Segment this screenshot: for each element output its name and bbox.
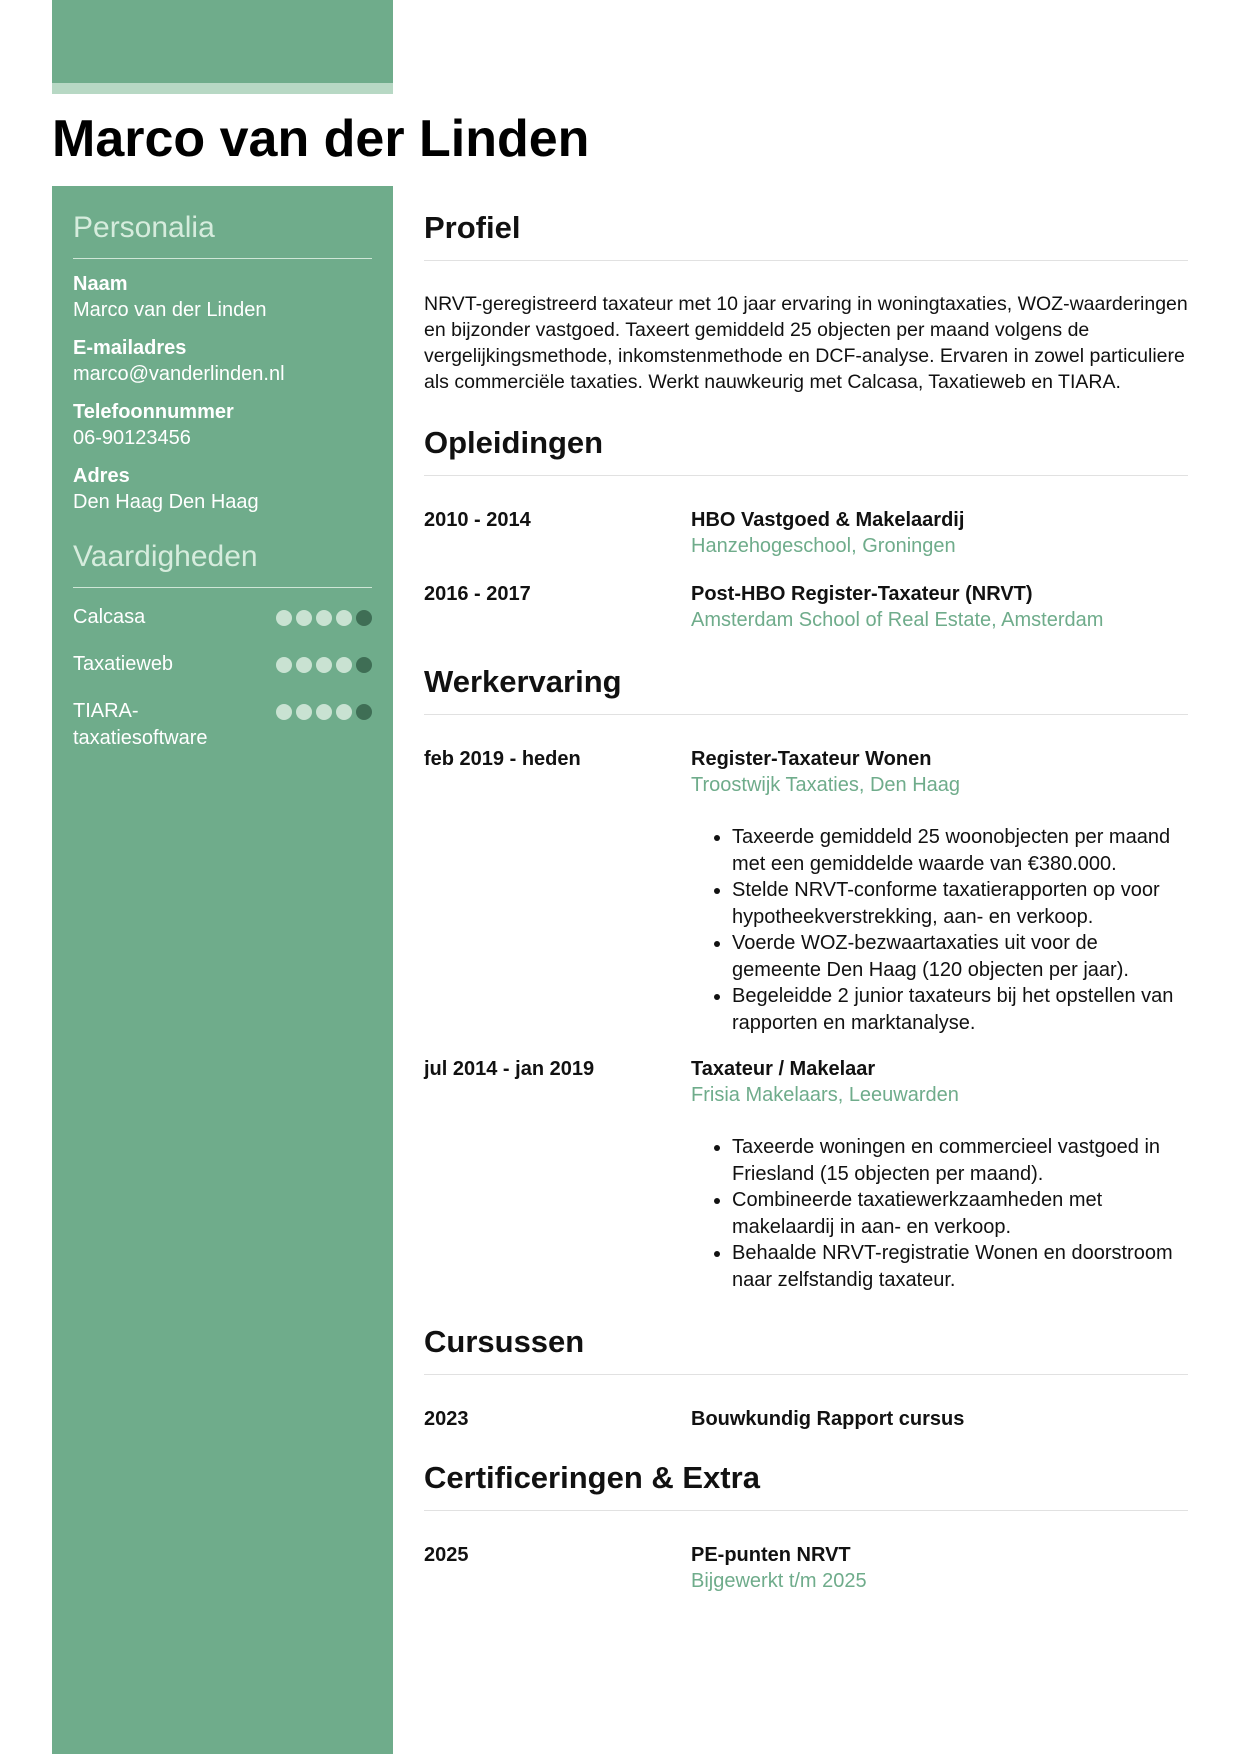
section-divider: [424, 475, 1188, 476]
bullet-item: • Begeleidde 2 junior taxateurs bij het opstellen van rapporten en marktanalyse.: [732, 983, 1188, 1036]
rating-dot-filled: [336, 657, 352, 673]
skill-name: TIARA-taxatiesoftware: [73, 700, 208, 749]
rating-dot-filled: [276, 610, 292, 626]
profile-section: [424, 186, 1188, 395]
skill-item: [73, 698, 372, 752]
rating-dot-filled: [336, 610, 352, 626]
personal-value: Marco van der Linden: [73, 299, 267, 321]
entry-title: Register-Taxateur Wonen: [691, 748, 932, 770]
personal-label: E-mailadres: [73, 337, 187, 359]
entry-title: Post-HBO Register-Taxateur (NRVT): [691, 583, 1033, 605]
section-divider: [424, 1510, 1188, 1511]
personalia-heading: Personalia: [73, 211, 215, 244]
rating-dot-empty: [356, 657, 372, 673]
certifications-heading: Certificeringen & Extra: [424, 1460, 760, 1495]
personal-item-naam: [73, 271, 372, 323]
skills-list: [73, 604, 372, 752]
bullet-item: • Behaalde NRVT-registratie Wonen en doorstroom naar zelfstandig taxateur.: [732, 1240, 1188, 1293]
personal-item-phone: [73, 399, 372, 451]
bullet-item: • Combineerde taxatiewerkzaamheden met makelaardij in aan- en verkoop.: [732, 1187, 1188, 1240]
entry-subtitle: Hanzehogeschool, Groningen: [691, 535, 956, 557]
rating-dot-filled: [316, 657, 332, 673]
experience-entry: [424, 746, 1188, 1036]
skills-divider: [73, 587, 372, 588]
education-entry: [424, 581, 1188, 633]
address-value: Den Haag Den Haag: [73, 491, 259, 513]
sidebar: [52, 186, 393, 1754]
entry-title: Taxateur / Makelaar: [691, 1058, 876, 1080]
bullet-list: [691, 1134, 1188, 1293]
courses-heading: Cursussen: [424, 1324, 585, 1359]
entry-title: PE-punten NRVT: [691, 1544, 851, 1566]
entry-date: feb 2019 - heden: [424, 748, 581, 770]
entry-subtitle: Troostwijk Taxaties, Den Haag: [691, 774, 961, 796]
entry-subtitle: Bijgewerkt t/m 2025: [691, 1570, 867, 1592]
personal-label: Telefoonnummer: [73, 401, 234, 423]
rating-dot-filled: [296, 657, 312, 673]
entry-title: HBO Vastgoed & Makelaardij: [691, 509, 965, 531]
rating-dot-empty: [356, 610, 372, 626]
profile-text: NRVT-geregistreerd taxateur met 10 jaar ervaring in woningtaxaties, WOZ-waarderingen en bijzonder vastgoed. Taxeert gemiddeld 25 objecten per maand volgens de vergelijkingsmethode, inkomstenmethode en DCF-analyse. Ervaren in zowel particuliere als commerciële taxaties. Werkt nauwkeurig met Calcasa, Taxatieweb en TIARA.: [424, 293, 1188, 393]
experience-section: [424, 662, 1188, 1293]
email-value[interactable]: marco@vanderlinden.nl: [73, 363, 285, 385]
skill-rating: [276, 610, 372, 626]
header-accent-stripe: [52, 83, 393, 94]
rating-dot-filled: [296, 704, 312, 720]
phone-value: 06-90123456: [73, 427, 191, 449]
education-section: [424, 423, 1188, 633]
bullet-item: • Stelde NRVT-conforme taxatierapporten op voor hypotheekverstrekking, aan- en verkoop.: [732, 877, 1188, 930]
candidate-name: Marco van der Linden: [52, 110, 590, 168]
education-heading: Opleidingen: [424, 425, 604, 460]
entry-date: 2010 - 2014: [424, 509, 531, 531]
entry-subtitle: Frisia Makelaars, Leeuwarden: [691, 1084, 959, 1106]
course-entry: [424, 1406, 1188, 1432]
entry-date: jul 2014 - jan 2019: [424, 1058, 595, 1080]
rating-dot-filled: [276, 704, 292, 720]
skills-heading: Vaardigheden: [73, 540, 258, 573]
bullet-item: • Voerde WOZ-bezwaartaxaties uit voor de gemeente Den Haag (120 objecten per jaar).: [732, 930, 1188, 983]
experience-entry: [424, 1056, 1188, 1293]
rating-dot-filled: [336, 704, 352, 720]
bullet-list: [691, 824, 1188, 1036]
entry-subtitle: Amsterdam School of Real Estate, Amsterdam: [691, 609, 1104, 631]
rating-dot-filled: [276, 657, 292, 673]
experience-heading: Werkervaring: [424, 664, 622, 699]
entry-date: 2016 - 2017: [424, 583, 531, 605]
entry-title: Bouwkundig Rapport cursus: [691, 1408, 965, 1430]
section-divider: [424, 1374, 1188, 1375]
main-content: [424, 186, 1188, 1594]
personal-label: Naam: [73, 273, 128, 295]
skill-rating: [276, 657, 372, 673]
personal-label: Adres: [73, 465, 130, 487]
rating-dot-empty: [356, 704, 372, 720]
skill-name: Taxatieweb: [73, 653, 174, 675]
rating-dot-filled: [316, 610, 332, 626]
header-accent-block: [52, 0, 393, 83]
skill-item: [73, 651, 372, 678]
entry-date: 2023: [424, 1408, 469, 1430]
education-entry: [424, 507, 1188, 559]
skill-rating: [276, 704, 372, 720]
profile-heading: Profiel: [424, 210, 521, 245]
bullet-item: • Taxeerde gemiddeld 25 woonobjecten per maand met een gemiddelde waarde van €380.000.: [732, 824, 1188, 877]
personal-details: [73, 271, 372, 515]
personalia-divider: [73, 258, 372, 259]
personal-item-email: [73, 335, 372, 387]
bullet-item: • Taxeerde woningen en commercieel vastgoed in Friesland (15 objecten per maand).: [732, 1134, 1188, 1187]
entry-date: 2025: [424, 1544, 469, 1566]
rating-dot-filled: [296, 610, 312, 626]
section-divider: [424, 260, 1188, 261]
skill-item: [73, 604, 372, 631]
courses-section: [424, 1322, 1188, 1432]
certification-entry: [424, 1542, 1188, 1594]
skill-name: Calcasa: [73, 606, 146, 628]
personal-item-address: [73, 463, 372, 515]
rating-dot-filled: [316, 704, 332, 720]
section-divider: [424, 714, 1188, 715]
certifications-section: [424, 1458, 1188, 1594]
